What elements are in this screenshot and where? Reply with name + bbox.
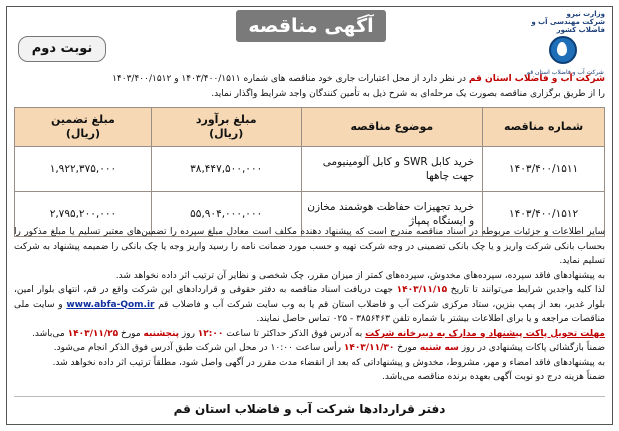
text-span: لذا کلیه واجدین شرایط می‌توانند تا تاریخ (447, 285, 605, 295)
text-span: می‌باشد. (32, 328, 68, 339)
text-span: به آدرس فوق الذکر حداکثر تا ساعت (223, 328, 366, 339)
terms-paragraph-7: ضمناً هزینه درج دو نوبت آگهی بعهده برنده مناقصه می‌باشد. (381, 372, 605, 382)
terms-paragraph-3 (14, 283, 605, 327)
row-subject: خرید کابل SWR و کابل آلومینیومی جهت چاهها (301, 147, 483, 192)
col-header-subject: موضوع مناقصه (301, 108, 483, 147)
submission-date: ۱۴۰۳/۱۱/۲۵ (67, 328, 119, 339)
row-estimate: ۵۵,۹۰۴,۰۰۰,۰۰۰ (151, 192, 301, 237)
terms-paragraph-6: به پیشنهادهای فاقد امضاء و مهر، مشروط، مخدوش و پیشنهاداتی که بعد از انقضاء مدت مقرر در آگهی واصل شود، مطلقاً ترتیب اثر داده نخواهد شد. (52, 357, 605, 368)
terms-paragraph-2: به پیشنهادهای فاقد سپرده، سپرده‌های مخدوش، سپرده‌های کمتر از میزان مقرر، چک شخصی و نظایر آن ترتیب اثر داده نخواهد شد. (115, 270, 605, 281)
water-company-logo (525, 10, 605, 76)
logo-top-text: وزارت نیرو شرکت مهندسی آب و فاضلاب کشور (531, 10, 605, 34)
tender-table (14, 107, 605, 237)
intro-paragraph (14, 72, 605, 102)
text-span: مورخ (394, 343, 420, 353)
submission-day: پنجشنبه (143, 328, 180, 339)
logo-bottom-text: شرکت آب و فاضلاب استان قم (526, 69, 604, 76)
row-guarantee: ۱,۹۲۲,۳۷۵,۰۰۰ (15, 147, 152, 192)
text-span: مورخ (118, 328, 144, 339)
row-number: ۱۴۰۳/۴۰۰/۱۵۱۲ (483, 192, 605, 237)
opening-date: ۱۴۰۳/۱۱/۳۰ (343, 343, 395, 353)
text-span: جهت دریافت اسناد مناقصه به دفتر حقوقی و قراردادهای این شرکت واقع در قم، انتهای بلوار امین، بلوار غدیر، بعد از پمپ بنزین، ستاد مرکزی شرکت آب و فاضلاب استان قم یا به وب سایت شرکت آب و فاضلاب قم (14, 285, 605, 310)
text-span: ضمناً بازگشائی پاکات پیشنهادی در روز (458, 343, 605, 353)
table-row (15, 147, 605, 192)
footer-signature: دفتر قراردادها شرکت آب و فاضلاب استان قم (14, 396, 605, 421)
row-estimate: ۳۸,۴۴۷,۵۰۰,۰۰۰ (151, 147, 301, 192)
terms-paragraph-5 (14, 341, 605, 356)
terms-text (14, 225, 605, 385)
terms-paragraph-1: سایر اطلاعات و جزئیات مربوطه در اسناد مناقصه مندرج است که پیشنهاد دهنده مکلف است معادل مبلغ سپرده را تضمین‌های معتبر تسلیم یا مبلغ مذکور را بحساب بانکی شرکت واریز و یا چک بانکی تضمینی در وجه شرکت تهیه و حسب مورد ضمانت نامه را رسید واریز وجه یا چک بانکی را ضمیمه پیشنهاد به شرکت تسلیم نماید. (14, 227, 605, 266)
round-badge: نوبت دوم (18, 36, 106, 62)
table-header-row (15, 108, 605, 147)
submission-deadline-label: مهلت تحویل پاکت پیشنهاد و مدارک به دبیرخانه شرکت (365, 328, 605, 339)
intro-line-2: را از طریق برگزاری مناقصه بصورت یک مرحله‌ای به شرح ذیل به تأمین کنندگان واجد شرایط واگذار نماید. (211, 89, 605, 99)
intro-line-1: در نظر دارد از محل اعتبارات جاری خود مناقصه های شماره ۱۴۰۳/۴۰۰/۱۵۱۱ و ۱۴۰۳/۴۰۰/۱۵۱۲ (112, 74, 469, 84)
text-span: رأس ساعت ۱۰:۰۰ در محل این شرکت طبق آدرس فوق الذکر انجام می‌شود. (53, 343, 344, 353)
document-deadline-date: ۱۴۰۳/۱۱/۱۵ (396, 285, 448, 295)
col-header-number: شماره مناقصه (483, 108, 605, 147)
text-span: روز (179, 328, 198, 339)
col-header-estimate: مبلغ برآورد (ریال) (151, 108, 301, 147)
submission-time: ۱۲:۰۰ (197, 328, 224, 339)
row-number: ۱۴۰۳/۴۰۰/۱۵۱۱ (483, 147, 605, 192)
page-title: آگهی مناقصه عمومی (236, 10, 386, 42)
water-drop-icon (549, 36, 577, 64)
website-link[interactable]: www.abfa-Qom.ir (66, 299, 155, 310)
company-name: شرکت آب و فاضلاب استان قم (468, 74, 605, 84)
row-subject: خرید تجهیزات حفاظت هوشمند مخازن و ایستگاه پمپاژ (301, 192, 483, 237)
text-span: و سایت ملی مناقصات مراجعه و یا برای اطلاعات بیشتر با شماره تلفن ۳۸۵۶۴۶۳ - ۰۲۵ تماس حاصل نمایند. (14, 299, 605, 324)
row-guarantee: ۲,۷۹۵,۲۰۰,۰۰۰ (15, 192, 152, 237)
opening-day: سه شنبه (419, 343, 459, 353)
terms-paragraph-4 (14, 327, 605, 342)
col-header-guarantee: مبلغ تضمین (ریال) (15, 108, 152, 147)
